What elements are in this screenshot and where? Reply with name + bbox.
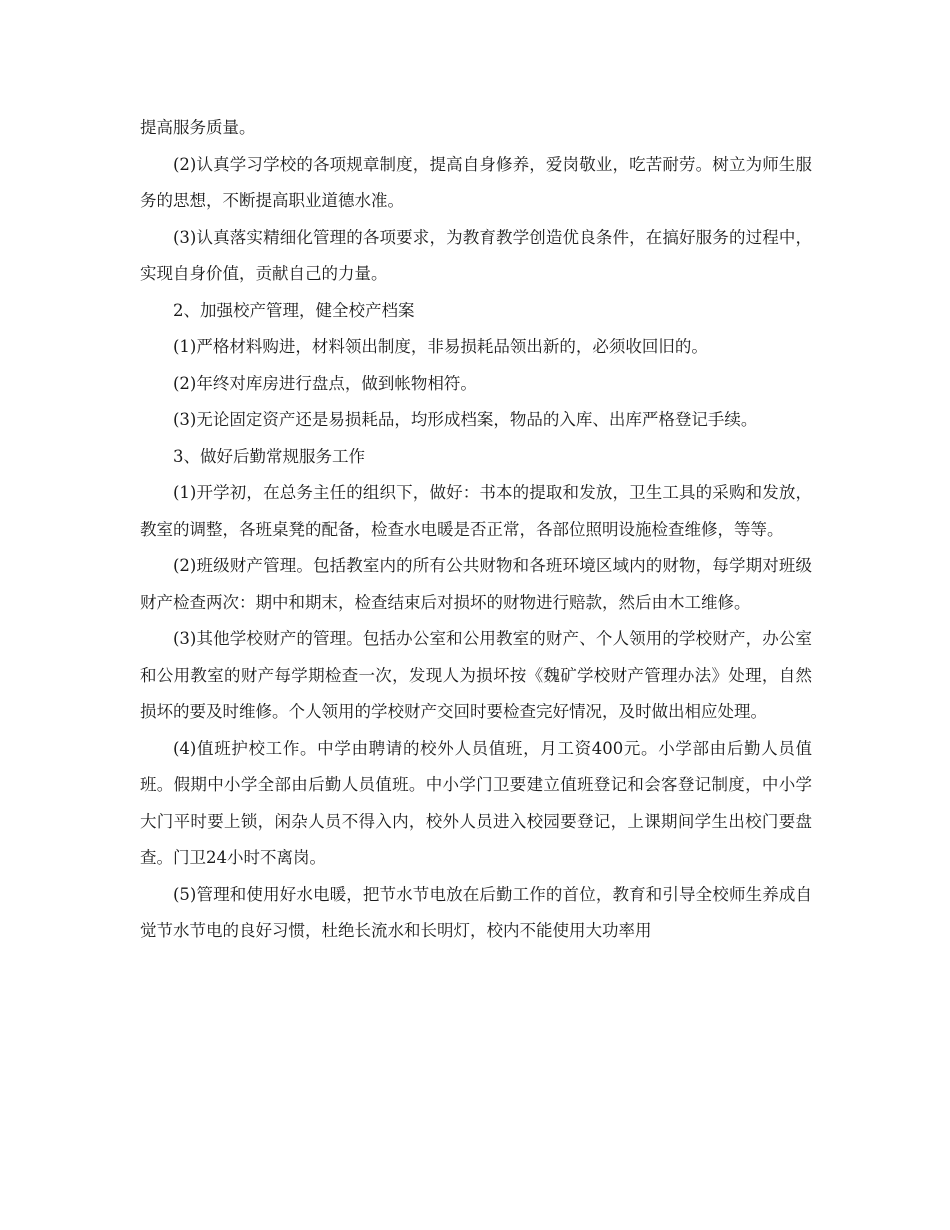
paragraph-10: (2)班级财产管理。包括教室内的所有公共财物和各班环境区域内的财物，每学期对班级财产检查两次：期中和期末，检查结束后对损坏的财物进行赔款，然后由木工维修。 [140,556,812,612]
paragraph-7: (3)无论固定资产还是易损耗品，均形成档案，物品的入库、出库严格登记手续。 [173,410,758,429]
paragraph-12: (4)值班护校工作。中学由聘请的校外人员值班，月工资400元。小学部由后勤人员值班。假期中小学全部由后勤人员值班。中小学门卫要建立值班登记和会客登记制度，中小学大门平时要上锁，闲杂人员不得入内，校外人员进入校园要登记，上课期间学生出校门要盘查。门卫24小时不离岗。 [140,738,812,867]
paragraph-3: (3)认真落实精细化管理的各项要求，为教育教学创造优良条件，在搞好服务的过程中，实现自身价值，贡献自己的力量。 [140,227,812,283]
paragraph-6: (2)年终对库房进行盘点，做到帐物相符。 [173,373,477,393]
paragraph-11: (3)其他学校财产的管理。包括办公室和公用教室的财产、个人领用的学校财产，办公室和公用教室的财产每学期检查一次，发现人为损坏按《魏矿学校财产管理办法》处理，自然损坏的要及时维修。个人领用的学校财产交回时要检查完好情况，及时做出相应处理。 [140,629,812,721]
paragraph-2: (2)认真学习学校的各项规章制度，提高自身修养，爱岗敬业，吃苦耐劳。树立为师生服务的思想，不断提高职业道德水准。 [140,154,812,210]
paragraph-1: 提高服务质量。 [140,118,256,137]
paragraph-13: (5)管理和使用好水电暖，把节水节电放在后勤工作的首位，教育和引导全校师生养成自觉节水节电的良好习惯，杜绝长流水和长明灯，校内不能使用大功率用 [140,884,812,940]
section-heading-2: 2、加强校产管理，健全校产档案 [173,300,415,320]
paragraph-9: (1)开学初，在总务主任的组织下，做好：书本的提取和发放，卫生工具的采购和发放，教室的调整，各班桌凳的配备，检查水电暖是否正常，各部位照明设施检查维修，等等。 [140,483,812,539]
section-heading-3: 3、做好后勤常规服务工作 [173,446,365,466]
paragraph-5: (1)严格材料购进，材料领出制度，非易损耗品领出新的，必须收回旧的。 [173,337,708,356]
document-page [140,110,812,950]
